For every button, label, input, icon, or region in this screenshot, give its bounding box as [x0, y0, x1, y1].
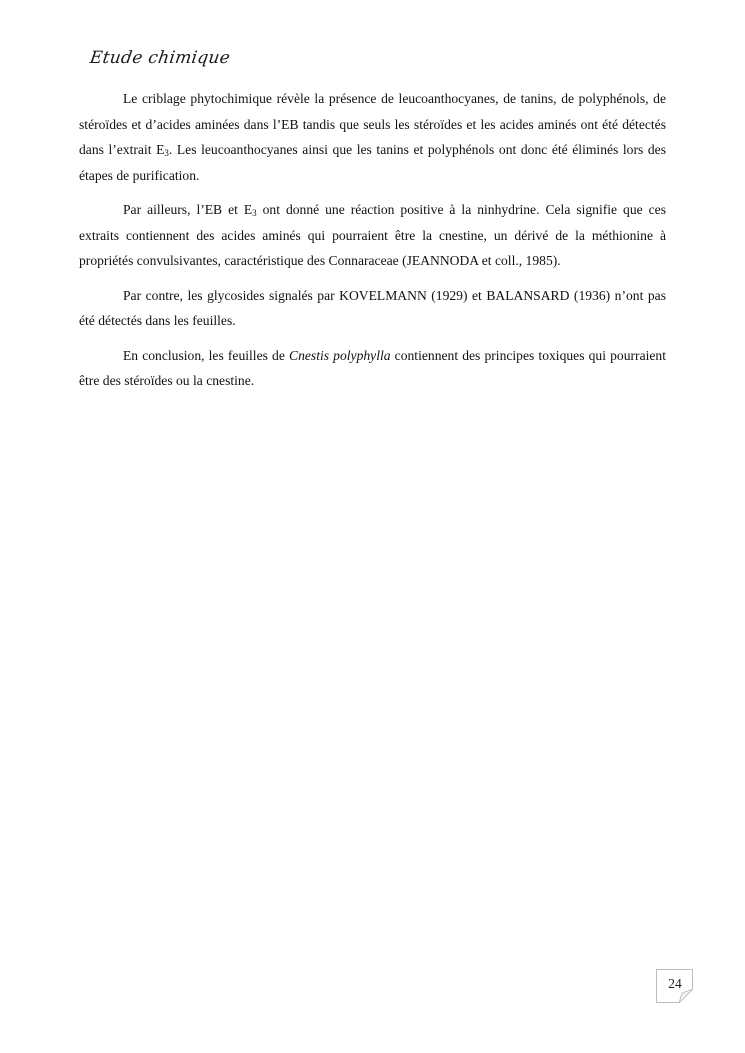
paragraph-glycosides: Par contre, les glycosides signalés par KOVELMANN (1929) et BALANSARD (1936) n’ont pas été détectés dans les feuilles. [79, 287, 666, 328]
paragraph-screening [79, 86, 666, 188]
paragraph-screening-text-end: . Les leucoanthocyanes ainsi que les tanins et polyphénols ont donc été éliminés lors des étapes de purification. [79, 142, 666, 183]
paragraph-ninhydrin-text-end: ont donné une réaction positive à la ninhydrine. Cela signifie que ces extraits contiennent des acides aminés qui pourraient être la cnestine, un dérivé de la méthionine à propriétés convulsivantes, caractéristique des Connaraceae (JEANNODA et coll., 1985). [79, 202, 666, 268]
paragraph-conclusion [79, 343, 666, 394]
page-header-title: Etude chimique [88, 48, 232, 68]
paragraph-ninhydrin [79, 197, 666, 274]
page-curl-icon [679, 989, 693, 1003]
page-number-box [656, 969, 693, 1003]
species-name: Cnestis polyphylla [289, 347, 391, 363]
page-number: 24 [668, 976, 682, 991]
subscript-3: 3 [164, 148, 169, 158]
paragraph-screening-text: Le criblage phytochimique révèle la présence de leucoanthocyanes, de tanins, de polyphénols, de stéroïdes et d’acides aminées dans l’EB tandis que seuls les stéroïdes et les acides aminés ont été détectés dans l’extrait E [79, 91, 666, 157]
paragraph-ninhydrin-text: Par ailleurs, l’EB et E [123, 202, 253, 217]
document-body [79, 86, 666, 403]
paragraph-conclusion-text: En conclusion, les feuilles de [123, 347, 289, 363]
subscript-3: 3 [252, 208, 257, 218]
paragraph-conclusion-text-end: contiennent des principes toxiques qui pourraient être des stéroïdes ou la cnestine. [79, 347, 666, 388]
